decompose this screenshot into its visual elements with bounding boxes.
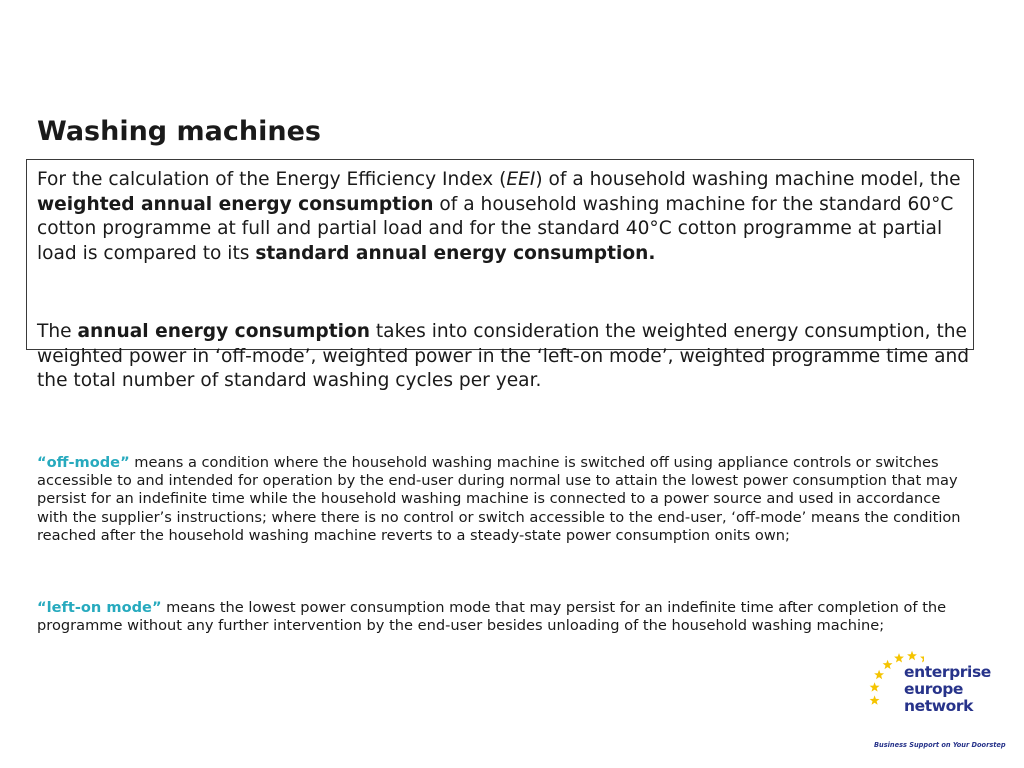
logo-line-network: network <box>904 697 974 715</box>
definition-term-off-mode: “off-mode” <box>37 454 130 471</box>
eei-text-2: ) of a household washing machine model, the <box>535 169 961 190</box>
annual-text-1: The <box>37 321 78 342</box>
logo-star-icon <box>883 660 893 669</box>
definition-left-on-mode <box>37 599 972 635</box>
annual-consumption-paragraph <box>37 320 972 394</box>
logo-wordmark <box>904 664 991 715</box>
logo-star-icon <box>894 653 904 662</box>
weighted-consumption-term: weighted annual energy consumption <box>37 193 434 215</box>
definition-off-mode <box>37 454 972 545</box>
annual-text-2: takes into consideration the weighted energy consumption, the weighted power in ‘off-mode’, weighted power in the ‘left-on mode’, weighted programme time and the total number of standard washing cycles per year. <box>37 321 970 391</box>
logo-star-icon <box>870 695 880 704</box>
logo-line-europe: europe <box>904 680 964 698</box>
eei-paragraph <box>37 168 972 266</box>
annual-consumption-term: annual energy consumption <box>77 321 370 342</box>
definition-text-off-mode: means a condition where the household washing machine is switched off using appliance controls or switches accessible to and intended for operation by the end-user during normal use to attain the lowest power consumption that may persist for an indefinite time while the household washing machine is connected to a power source and used in accordance with the supplier’s instructions; where there is no control or switch accessible to the end-user, ‘off-mode’ means the condition reached after the household washing machine reverts to a steady-state power consumption onits own; <box>37 454 961 544</box>
eei-text-1: For the calculation of the Energy Efficiency Index ( <box>37 169 507 190</box>
eei-text-3: of a household washing machine for the standard 60°C cotton programme at full and partial load and for the standard 40°C cotton programme at partial load is compared to its <box>37 193 954 264</box>
logo-star-icon <box>874 670 884 679</box>
standard-consumption-term: standard annual energy consumption. <box>255 242 656 264</box>
slide-title: Washing machines <box>37 116 321 147</box>
definition-term-left-on-mode: “left-on mode” <box>37 599 162 616</box>
logo-tagline: Business Support on Your Doorstep <box>874 741 1006 749</box>
eei-abbrev: EEI <box>506 169 536 190</box>
logo-star-icon <box>870 682 880 691</box>
definition-text-left-on-mode: means the lowest power consumption mode that may persist for an indefinite time after completion of the programme without any further intervention by the end-user besides unloading of the household washing machine; <box>37 599 947 635</box>
enterprise-europe-network-logo <box>864 644 1006 756</box>
logo-star-icon <box>920 653 924 662</box>
logo-line-enterprise: enterprise <box>904 663 991 681</box>
logo-star-icon <box>907 651 917 660</box>
